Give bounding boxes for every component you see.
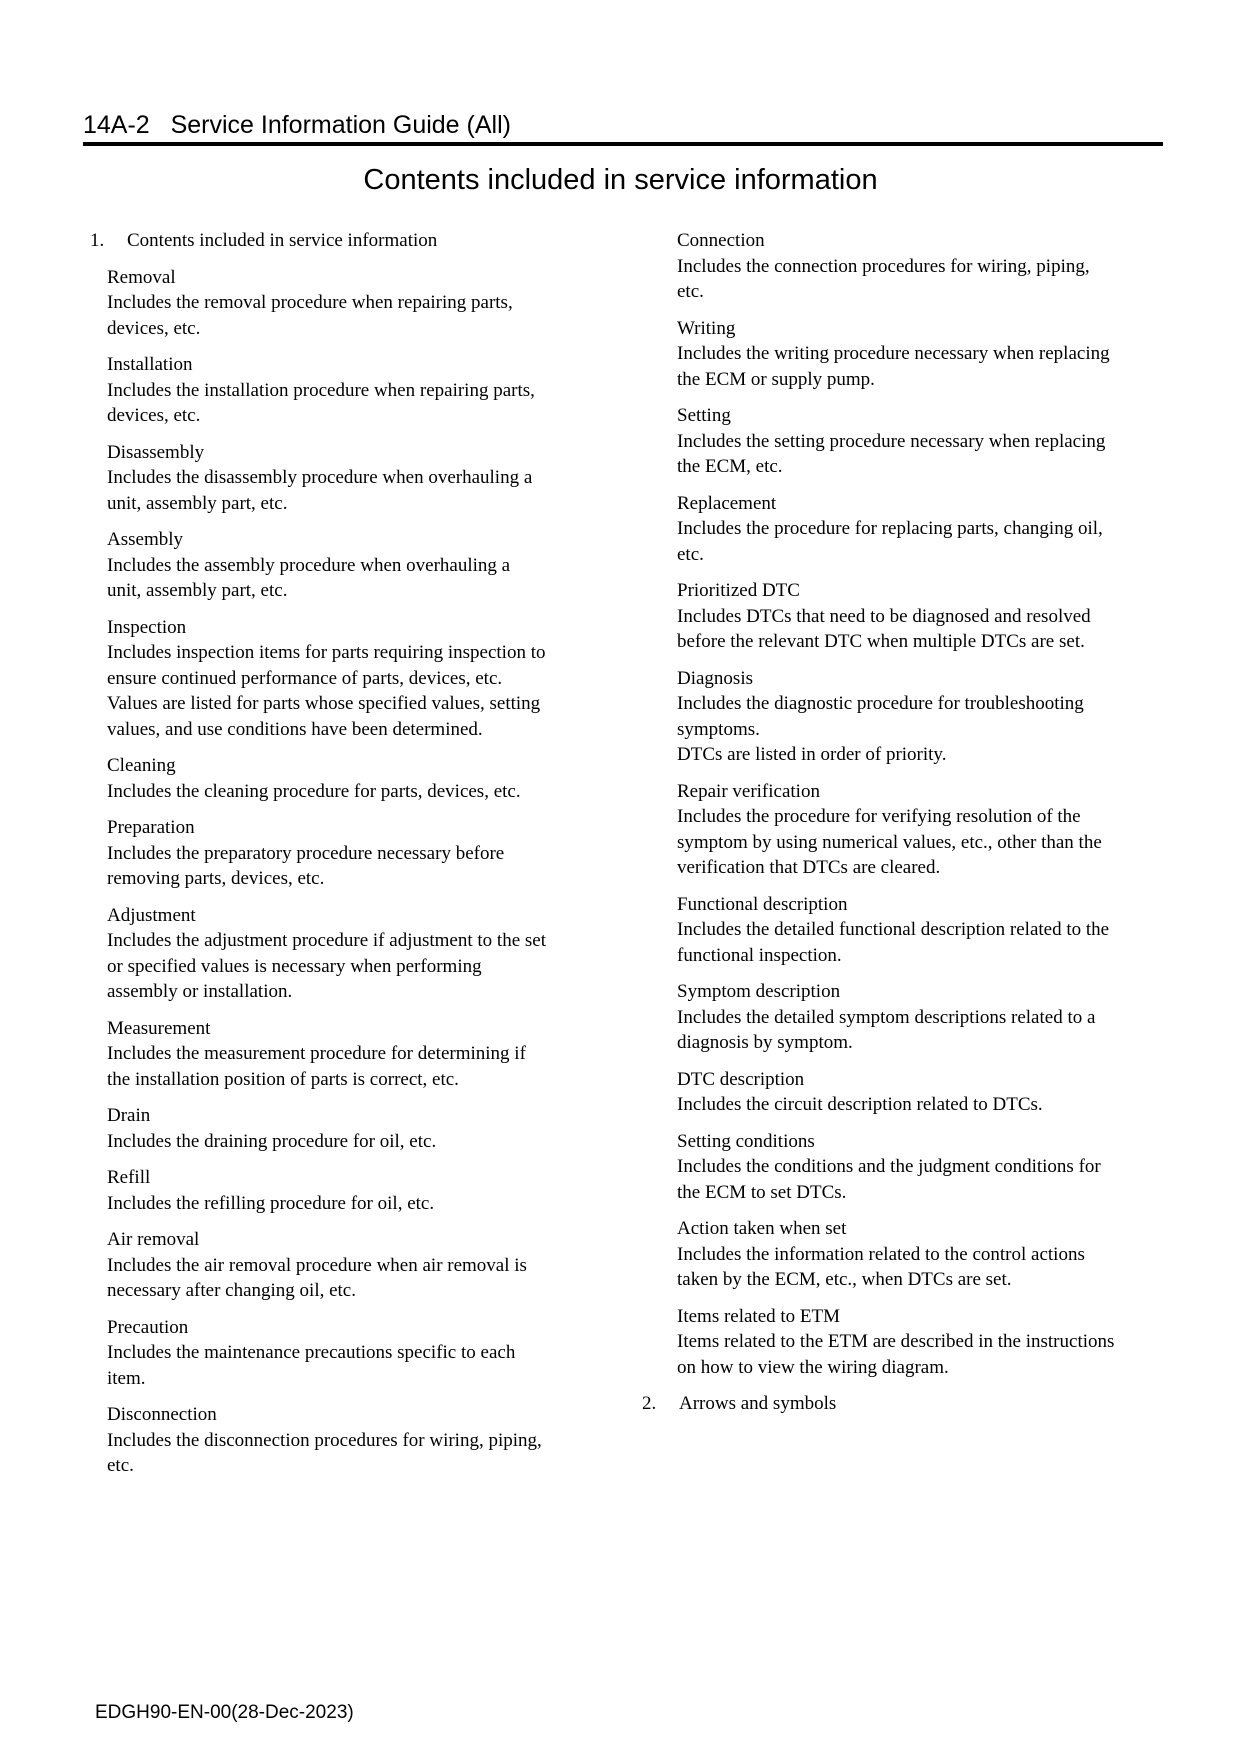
entry-title: Symptom description [677,981,841,1002]
entry-title: Disassembly [107,441,205,463]
entry-item [677,1129,1170,1206]
entry-item [677,316,1170,393]
entry-title: Measurement [107,1017,211,1039]
entry-title: Removal [107,266,176,288]
entry-item [107,903,600,1005]
entry-title: Diagnosis [677,667,753,689]
right-entry-list [660,228,1170,1380]
entry-description-line: on how to view the wiring diagram. [677,1356,949,1378]
entry-title: Adjustment [107,904,196,926]
entry-item [107,265,600,342]
page-title: Contents included in service information [363,164,878,196]
entry-item [677,403,1170,480]
entry-title: Drain [107,1105,151,1126]
entry-description-line: symptom by using numerical values, etc., other than the [677,831,1102,853]
entry-description-line: removing parts, devices, etc. [107,868,325,889]
left-entry-list [90,265,600,1479]
entry-description-line: the ECM to set DTCs. [677,1181,847,1203]
entry-description-line: item. [107,1367,146,1389]
entry-description-line: values, and use conditions have been determined. [107,718,483,740]
entry-item [677,666,1170,768]
entry-title: Connection [677,230,765,251]
section-title: Contents included in service information [127,230,438,251]
entry-description-line: verification that DTCs are cleared. [677,857,941,878]
entry-description-line: Includes inspection items for parts requiring inspection to [107,642,546,663]
entry-description-line: Includes the disconnection procedures for wiring, piping, [107,1429,542,1451]
entry-description-line: Includes the detailed functional description related to the [677,919,1110,940]
entry-title: DTC description [677,1068,805,1090]
entry-description-line: Includes the adjustment procedure if adjustment to the set [107,930,546,951]
entry-description-line: Includes the disassembly procedure when overhauling a [107,467,533,488]
entry-item [107,527,600,604]
entry-item [107,1315,600,1392]
entry-description-line: Includes DTCs that need to be diagnosed and resolved [677,605,1091,627]
entry-item [107,440,600,517]
entry-title: Prioritized DTC [677,580,800,601]
entry-description-line: Includes the information related to the control actions [677,1243,1085,1265]
entry-title: Setting conditions [677,1130,815,1152]
entry-item [677,491,1170,568]
entry-description-line: unit, assembly part, etc. [107,580,288,601]
entry-description-line: etc. [107,1455,134,1476]
entry-description-line: etc. [677,543,704,565]
left-column [90,228,600,1490]
entry-description-line: functional inspection. [677,944,842,966]
entry-item [107,1016,600,1093]
entry-item [107,1165,600,1216]
entry-description-line: necessary after changing oil, etc. [107,1280,356,1301]
entry-description-line: Includes the writing procedure necessary when replacing [677,343,1110,364]
entry-title: Setting [677,405,731,426]
entry-item [107,1227,600,1304]
entry-description-line: ensure continued performance of parts, devices, etc. [107,667,503,689]
entry-title: Air removal [107,1229,200,1250]
entry-description-line: Includes the refilling procedure for oil, etc. [107,1192,435,1214]
entry-description-line: Items related to the ETM are described in the instructions [677,1331,1115,1352]
entry-description-line: the installation position of parts is correct, etc. [107,1068,459,1090]
entry-description-line: assembly or installation. [107,981,293,1002]
entry-item [677,1216,1170,1293]
section-1-heading [90,228,600,254]
entry-description-line: Includes the draining procedure for oil, etc. [107,1130,437,1152]
entry-description-line: Includes the procedure for verifying resolution of the [677,806,1081,827]
section-title: Arrows and symbols [679,1393,837,1414]
page-header [83,110,1163,146]
entry-title: Precaution [107,1316,189,1338]
entry-title: Assembly [107,529,183,550]
entry-description-line: Includes the detailed symptom descriptions related to a [677,1006,1096,1028]
entry-description-line: diagnosis by symptom. [677,1032,853,1053]
entry-item [107,1103,600,1154]
entry-item [107,615,600,743]
entry-description-line: before the relevant DTC when multiple DTCs are set. [677,631,1085,652]
entry-description-line: Includes the assembly procedure when overhauling a [107,554,511,576]
entry-description-line: the ECM, etc. [677,456,783,477]
entry-description-line: or specified values is necessary when performing [107,955,482,977]
entry-title: Refill [107,1167,151,1188]
entry-description-line: Includes the diagnostic procedure for troubleshooting [677,693,1084,714]
entry-description-line: Includes the maintenance precautions specific to each [107,1342,516,1363]
entry-title: Writing [677,317,736,339]
entry-title: Functional description [677,893,848,915]
entry-description-line: Includes the procedure for replacing parts, changing oil, [677,518,1103,539]
entry-title: Repair verification [677,780,820,802]
entry-description-line: Includes the cleaning procedure for parts, devices, etc. [107,780,521,802]
entry-item [677,1067,1170,1118]
entry-title: Action taken when set [677,1218,847,1239]
guide-title: Service Information Guide (All) [170,111,511,139]
entry-description-line: unit, assembly part, etc. [107,492,288,514]
entry-item [677,578,1170,655]
entry-item [107,753,600,804]
entry-description-line: etc. [677,281,704,302]
section-number: 2. [642,1393,657,1414]
entry-description-line: Includes the connection procedures for wiring, piping, [677,255,1090,277]
entry-description-line: symptoms. [677,718,760,740]
entry-title: Inspection [107,616,187,638]
entry-description-line: Includes the removal procedure when repairing parts, [107,292,513,313]
entry-description-line: Includes the air removal procedure when air removal is [107,1254,527,1276]
entry-item [677,979,1170,1056]
entry-description-line: DTCs are listed in order of priority. [677,744,947,765]
entry-title: Cleaning [107,755,176,776]
entry-description-line: devices, etc. [107,317,201,339]
entry-title: Disconnection [107,1404,217,1425]
entry-description-line: devices, etc. [107,405,201,426]
entry-description-line: Includes the installation procedure when repairing parts, [107,379,535,401]
entry-description-line: taken by the ECM, etc., when DTCs are set. [677,1269,1012,1290]
entry-description-line: Includes the measurement procedure for determining if [107,1043,526,1064]
entry-item [677,779,1170,881]
right-column [642,228,1170,1428]
entry-title: Replacement [677,492,777,514]
page-label: 14A-2 [83,111,150,139]
entry-item [677,1304,1170,1381]
footer-doc-code: EDGH90-EN-00(28-Dec-2023) [95,1702,354,1723]
entry-item [677,228,1170,305]
entry-title: Installation [107,354,193,375]
entry-description-line: the ECM or supply pump. [677,368,875,390]
entry-title: Items related to ETM [677,1305,841,1327]
entry-title: Preparation [107,817,195,838]
entry-item [677,892,1170,969]
entry-item [107,1402,600,1479]
entry-item [107,352,600,429]
entry-description-line: Includes the circuit description related to DTCs. [677,1094,1043,1115]
section-2-heading [642,1391,1170,1417]
entry-description-line: Values are listed for parts whose specified values, setting [107,693,541,714]
entry-description-line: Includes the setting procedure necessary when replacing [677,430,1106,452]
entry-item [107,815,600,892]
entry-description-line: Includes the preparatory procedure necessary before [107,842,505,864]
entry-description-line: Includes the conditions and the judgment conditions for [677,1156,1101,1177]
section-number: 1. [90,230,105,251]
